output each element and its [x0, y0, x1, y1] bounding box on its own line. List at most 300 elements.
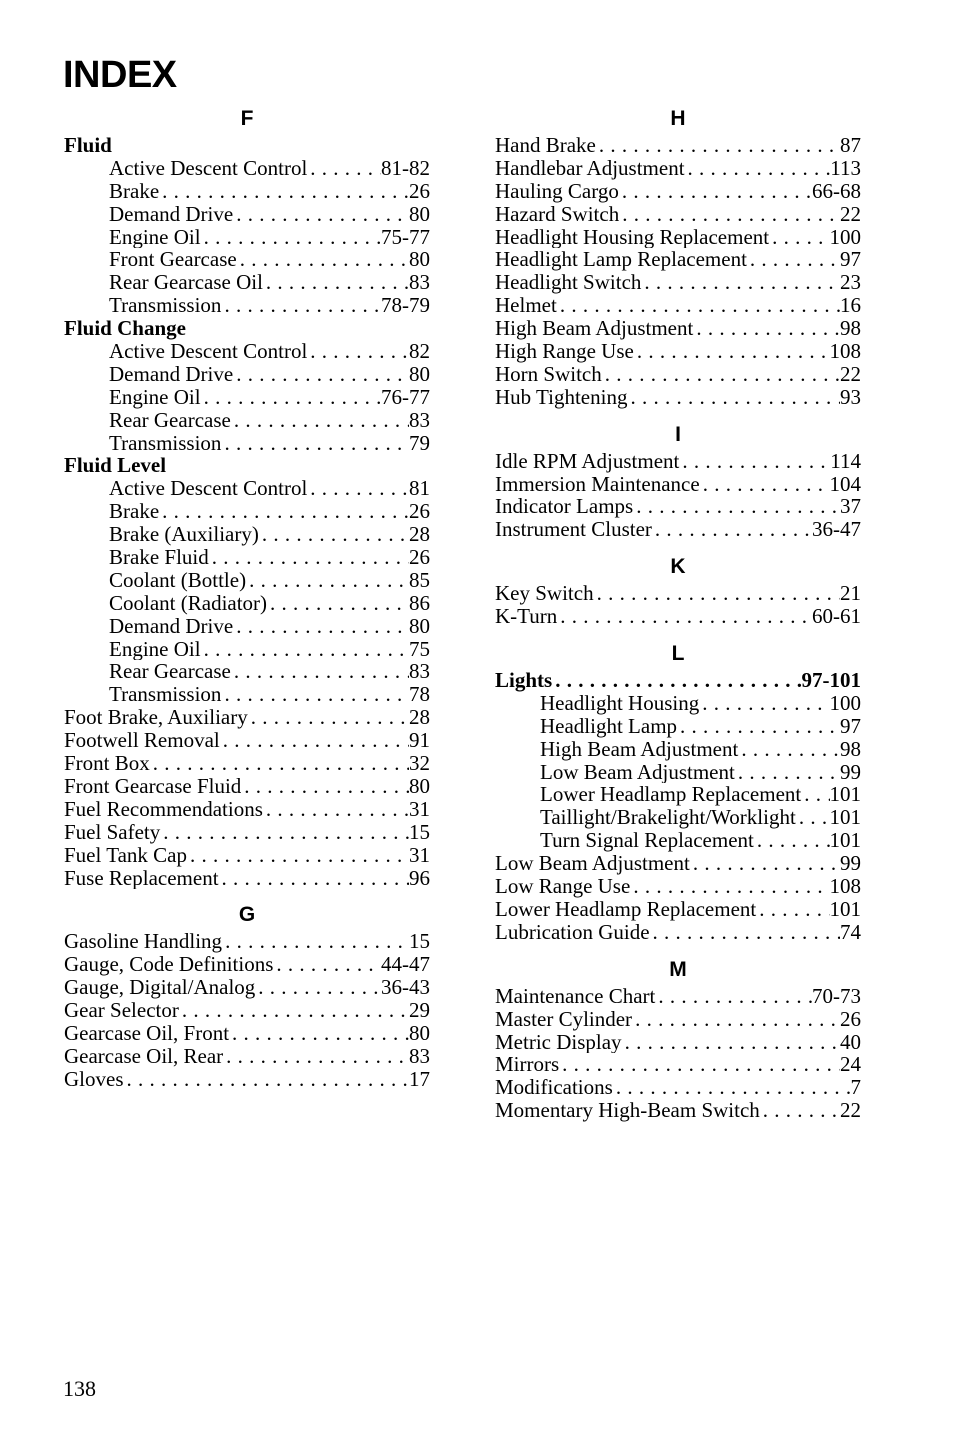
entry-page: 29 [409, 999, 430, 1022]
dot-leader [557, 605, 812, 628]
entry-page: 32 [409, 752, 430, 775]
entry-label: Footwell Removal [64, 729, 220, 753]
entry-page: 44-47 [381, 953, 430, 977]
dot-leader [650, 921, 840, 944]
entry-label: Transmission [109, 294, 222, 318]
entry-label: Fuse Replacement [64, 866, 219, 890]
section-letter: I [675, 422, 681, 446]
dot-leader [552, 669, 801, 692]
dot-leader [221, 683, 409, 706]
entry-page: 37 [840, 495, 861, 519]
entry-page: 26 [409, 546, 430, 569]
dot-leader [699, 692, 829, 715]
index-subentry [64, 157, 430, 180]
index-entry [64, 867, 430, 890]
dot-leader [690, 852, 840, 875]
index-subentry [495, 761, 861, 784]
dot-leader [233, 363, 409, 386]
entry-page: 17 [409, 1067, 430, 1091]
dot-leader [596, 134, 840, 157]
dot-leader [557, 294, 840, 317]
dot-leader [677, 715, 840, 738]
entry-label: Maintenance Chart [495, 984, 656, 1008]
index-subentry [64, 248, 430, 271]
index-subentry [64, 500, 430, 523]
entry-page: 79 [409, 431, 430, 455]
index-entry [64, 1022, 430, 1045]
dot-leader [634, 340, 830, 363]
entry-label: Headlight Lamp [540, 714, 678, 738]
entry-page: 85 [409, 568, 430, 592]
index-entry [495, 1008, 861, 1031]
dot-leader [796, 806, 830, 829]
dot-leader [641, 271, 840, 294]
index-section-k [495, 552, 861, 628]
entry-label: Engine Oil [109, 637, 201, 661]
index-entry [495, 1031, 861, 1054]
dot-leader [679, 450, 830, 473]
dot-leader [246, 569, 409, 592]
entry-label: Gasoline Handling [64, 930, 223, 954]
entry-label: Coolant (Radiator) [109, 591, 268, 615]
entry-label: Low Range Use [495, 875, 631, 898]
dot-leader [307, 340, 409, 363]
entry-page: 22 [840, 1099, 861, 1123]
index-subentry [495, 692, 861, 715]
index-entry [64, 729, 430, 752]
dot-leader [627, 386, 840, 409]
dot-leader [267, 592, 409, 615]
entry-page: 100 [829, 691, 861, 715]
dot-leader [693, 317, 840, 340]
dot-leader [263, 271, 409, 294]
index-heading: Fluid Level [64, 453, 167, 478]
dot-leader [700, 473, 830, 496]
entry-label: Headlight Lamp Replacement [495, 248, 747, 272]
index-heading: Fluid [64, 133, 112, 157]
entry-label: Gloves [64, 1067, 124, 1091]
dot-leader [237, 248, 409, 271]
dot-leader [233, 203, 409, 226]
index-subentry [64, 340, 430, 363]
index-entry [495, 473, 861, 496]
entry-page: 78 [409, 683, 430, 707]
entry-label: Engine Oil [109, 385, 201, 409]
index-entry [64, 999, 430, 1022]
entry-label: Master Cylinder [495, 1007, 633, 1031]
section-letter: F [240, 107, 254, 130]
dot-leader [124, 1068, 410, 1091]
index-entry [495, 386, 861, 409]
entry-label: Modifications [495, 1076, 613, 1100]
index-entry [495, 226, 861, 249]
entry-label: Headlight Switch [495, 271, 642, 295]
entry-label: Gear Selector [64, 999, 179, 1022]
index-section-i [495, 420, 861, 542]
entry-page: 22 [840, 362, 861, 386]
entry-label: Headlight Housing [540, 691, 700, 715]
dot-leader [159, 180, 409, 203]
index-entry [495, 203, 861, 226]
dot-leader [160, 821, 409, 844]
entry-label: Gauge, Code Definitions [64, 953, 274, 977]
entry-page: 81-82 [381, 156, 430, 180]
dot-leader [201, 638, 409, 661]
dot-leader [233, 615, 409, 638]
dot-leader [221, 294, 381, 317]
dot-leader [655, 985, 812, 1008]
index-column-left [64, 104, 430, 1102]
entry-page: 87 [840, 134, 861, 157]
entry-label: Active Descent Control [109, 340, 308, 363]
entry-page: 15 [409, 930, 430, 954]
entry-page: 83 [409, 271, 430, 295]
entry-page: 100 [829, 225, 861, 249]
entry-page: 26 [840, 1007, 861, 1031]
entry-label: Front Gearcase Fluid [64, 774, 242, 798]
entry-page: 78-79 [381, 294, 430, 318]
index-entry [64, 844, 430, 867]
entry-label: Lower Headlamp Replacement [495, 897, 757, 921]
entry-page: 36-47 [812, 518, 861, 542]
index-entry [495, 605, 861, 628]
entry-label: Demand Drive [109, 614, 234, 638]
dot-leader [685, 157, 831, 180]
index-subentry [64, 638, 430, 661]
index-entry [495, 518, 861, 541]
index-entry [64, 976, 430, 999]
dot-leader [559, 1053, 840, 1076]
dot-leader [619, 203, 840, 226]
dot-leader [630, 875, 829, 898]
index-heading: Fluid Change [64, 316, 186, 341]
dot-leader [159, 500, 409, 523]
dot-leader [633, 495, 840, 518]
section-letter: M [669, 957, 687, 981]
index-subentry [64, 523, 430, 546]
dot-leader [613, 1076, 851, 1099]
entry-label: Taillight/Brakelight/Worklight [540, 806, 796, 830]
dot-leader [201, 386, 381, 409]
entry-label: Transmission [109, 431, 222, 455]
index-subentry [64, 226, 430, 249]
entry-label: Idle RPM Adjustment [495, 449, 680, 473]
entry-page: 36-43 [381, 976, 430, 1000]
dot-leader [801, 783, 829, 806]
entry-label: Low Beam Adjustment [495, 852, 690, 876]
entry-label: Foot Brake, Auxiliary [64, 706, 248, 730]
dot-leader [273, 953, 381, 976]
dot-leader [259, 523, 409, 546]
entry-label: Hauling Cargo [495, 179, 619, 203]
index-entry [495, 1099, 861, 1122]
index-entry [495, 669, 861, 692]
entry-page: 98 [840, 737, 861, 761]
index-subentry [495, 715, 861, 738]
entry-page: 70-73 [812, 984, 861, 1008]
entry-label: Demand Drive [109, 202, 234, 226]
index-subentry [64, 363, 430, 386]
section-letter: G [238, 903, 256, 927]
entry-page: 80 [409, 774, 430, 798]
dot-leader [602, 363, 840, 386]
dot-leader [220, 729, 409, 752]
entry-label: Immersion Maintenance [495, 472, 700, 496]
entry-page: 15 [409, 820, 430, 844]
entry-page: 31 [409, 797, 430, 821]
index-entry [495, 363, 861, 386]
entry-page: 80 [409, 614, 430, 638]
dot-leader [209, 546, 409, 569]
dot-leader [738, 738, 840, 761]
entry-page: 101 [829, 897, 861, 921]
index-subentry [495, 829, 861, 852]
entry-label: Helmet [495, 294, 557, 318]
dot-leader [221, 432, 409, 455]
entry-label: Fuel Safety [64, 820, 161, 844]
index-subentry [64, 660, 430, 683]
entry-label: Brake (Auxiliary) [109, 523, 259, 547]
entry-label: Horn Switch [495, 362, 602, 386]
entry-label: Headlight Housing Replacement [495, 225, 770, 249]
page-number: 138 [63, 1376, 96, 1401]
entry-page: 97 [840, 714, 861, 738]
index-entry [495, 248, 861, 271]
dot-leader [223, 1045, 409, 1068]
index-subentry [64, 432, 430, 455]
dot-leader [594, 582, 840, 605]
index-entry [495, 921, 861, 944]
entry-page: 60-61 [812, 605, 861, 629]
entry-page: 82 [409, 340, 430, 363]
index-entry [495, 875, 861, 898]
index-entry [495, 1076, 861, 1099]
entry-label: Mirrors [495, 1053, 560, 1077]
entry-label: Gearcase Oil, Rear [64, 1044, 224, 1068]
entry-page: 74 [840, 920, 861, 944]
entry-page: 101 [829, 829, 861, 853]
dot-leader [754, 829, 830, 852]
entry-label: Turn Signal Replacement [540, 829, 754, 853]
dot-leader [255, 976, 381, 999]
dot-leader [307, 157, 381, 180]
index-section-m [495, 955, 861, 1122]
entry-page: 86 [409, 591, 430, 615]
index-entry [64, 798, 430, 821]
index-subentry [64, 477, 430, 500]
entry-page: 101 [829, 806, 861, 830]
entry-label: Transmission [109, 683, 222, 707]
index-section-g [64, 900, 430, 1090]
entry-page: 76-77 [381, 385, 430, 409]
entry-page: 75 [409, 637, 430, 661]
entry-page: 99 [840, 760, 861, 784]
index-entry [64, 1045, 430, 1068]
dot-leader [231, 660, 409, 683]
index-entry [64, 953, 430, 976]
entry-label: Instrument Cluster [495, 518, 652, 542]
entry-label: Fuel Recommendations [64, 797, 263, 821]
entry-page: 83 [409, 1044, 430, 1068]
index-entry [495, 317, 861, 340]
entry-label: Lights [495, 669, 553, 692]
entry-page: 101 [829, 783, 861, 807]
index-entry [495, 898, 861, 921]
index-subentry [64, 294, 430, 317]
index-subentry [64, 683, 430, 706]
dot-leader [222, 930, 409, 953]
entry-label: Active Descent Control [109, 477, 308, 501]
entry-label: Brake Fluid [109, 546, 209, 569]
entry-page: 75-77 [381, 225, 430, 249]
index-section-h [495, 104, 861, 409]
index-subentry [495, 783, 861, 806]
entry-page: 28 [409, 523, 430, 547]
section-letter: H [670, 107, 686, 130]
entry-label: High Range Use [495, 340, 634, 363]
entry-page: 83 [409, 408, 430, 432]
index-entry [495, 134, 861, 157]
dot-leader [231, 409, 409, 432]
dot-leader [747, 248, 840, 271]
entry-page: 114 [830, 449, 861, 473]
dot-leader [632, 1008, 840, 1031]
index-subentry [495, 806, 861, 829]
index-entry [495, 852, 861, 875]
entry-page: 24 [840, 1053, 861, 1077]
entry-label: Lubrication Guide [495, 920, 650, 944]
index-entry [64, 930, 430, 953]
entry-label: Metric Display [495, 1030, 622, 1054]
entry-page: 22 [840, 202, 861, 226]
dot-leader [652, 518, 812, 541]
entry-label: Engine Oil [109, 225, 201, 249]
dot-leader [219, 867, 409, 890]
entry-label: Gearcase Oil, Front [64, 1021, 230, 1045]
index-entry [495, 340, 861, 363]
entry-label: Momentary High-Beam Switch [495, 1099, 760, 1123]
index-section-l [495, 639, 861, 944]
index-subentry [64, 271, 430, 294]
index-column-right [495, 104, 861, 1133]
entry-label: K-Turn [495, 605, 558, 629]
entry-label: Active Descent Control [109, 156, 308, 180]
index-entry [64, 821, 430, 844]
entry-page: 104 [829, 472, 861, 496]
entry-page: 108 [829, 340, 861, 363]
dot-leader [263, 798, 409, 821]
entry-label: Key Switch [495, 582, 594, 606]
entry-label: Hub Tightening [495, 385, 628, 409]
entry-label: Demand Drive [109, 362, 234, 386]
index-subentry [64, 180, 430, 203]
entry-label: Low Beam Adjustment [540, 760, 735, 784]
index-entry [495, 1053, 861, 1076]
entry-page: 83 [409, 660, 430, 684]
entry-label: Rear Gearcase [109, 660, 231, 684]
dot-leader [179, 999, 409, 1022]
entry-page: 7 [850, 1076, 861, 1100]
entry-page: 96 [409, 866, 430, 890]
dot-leader [756, 898, 829, 921]
entry-label: Hazard Switch [495, 202, 620, 226]
entry-label: Fuel Tank Cap [64, 843, 187, 867]
entry-page: 98 [840, 317, 861, 341]
entry-page: 108 [829, 875, 861, 898]
dot-leader [760, 1099, 840, 1122]
entry-page: 16 [840, 294, 861, 318]
index-entry [495, 271, 861, 294]
entry-label: Indicator Lamps [495, 495, 634, 519]
entry-label: High Beam Adjustment [540, 737, 739, 761]
dot-leader [229, 1022, 409, 1045]
index-entry [495, 582, 861, 605]
entry-page: 97-101 [801, 669, 861, 692]
entry-page: 80 [409, 248, 430, 272]
index-subentry [64, 569, 430, 592]
index-entry [495, 450, 861, 473]
entry-label: Front Gearcase [109, 248, 237, 272]
entry-page: 26 [409, 179, 430, 203]
entry-label: Brake [109, 500, 160, 524]
dot-leader [769, 226, 829, 249]
entry-page: 81 [409, 477, 430, 501]
index-entry [64, 775, 430, 798]
entry-label: High Beam Adjustment [495, 317, 694, 341]
dot-leader [735, 761, 840, 784]
entry-page: 91 [409, 729, 430, 753]
dot-leader [150, 752, 409, 775]
index-entry [64, 1068, 430, 1091]
index-section-f [64, 104, 430, 889]
index-subentry [64, 592, 430, 615]
entry-page: 80 [409, 1021, 430, 1045]
entry-label: Brake [109, 179, 160, 203]
index-subentry [64, 546, 430, 569]
entry-label: Hand Brake [495, 134, 596, 157]
entry-label: Rear Gearcase [109, 408, 231, 432]
index-entry [495, 180, 861, 203]
entry-page: 26 [409, 500, 430, 524]
page-title: INDEX [63, 54, 177, 96]
entry-label: Rear Gearcase Oil [109, 271, 263, 295]
entry-label: Gauge, Digital/Analog [64, 976, 256, 1000]
dot-leader [307, 477, 409, 500]
index-entry [64, 752, 430, 775]
index-entry [64, 706, 430, 729]
dot-leader [248, 706, 409, 729]
dot-leader [201, 226, 381, 249]
index-subentry [64, 615, 430, 638]
index-subentry [495, 738, 861, 761]
index-entry [495, 157, 861, 180]
entry-page: 23 [840, 271, 861, 295]
index-entry [495, 495, 861, 518]
dot-leader [622, 1031, 840, 1054]
dot-leader [241, 775, 409, 798]
index-subentry [64, 203, 430, 226]
entry-page: 28 [409, 706, 430, 730]
entry-page: 99 [840, 852, 861, 876]
entry-page: 80 [409, 202, 430, 226]
entry-page: 40 [840, 1030, 861, 1054]
index-subentry [64, 409, 430, 432]
section-letter: K [670, 555, 686, 579]
index-entry [495, 294, 861, 317]
entry-label: Coolant (Bottle) [109, 568, 247, 592]
entry-page: 66-68 [812, 179, 861, 203]
entry-page: 80 [409, 362, 430, 386]
